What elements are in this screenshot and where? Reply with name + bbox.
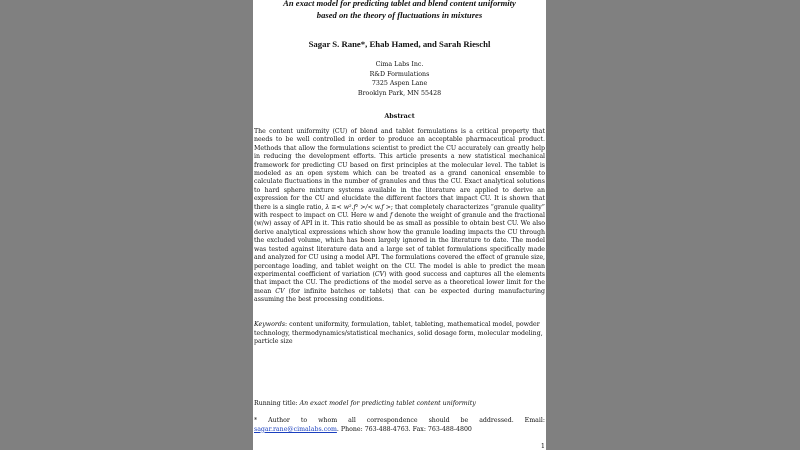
running-title-label: Running title: bbox=[254, 400, 300, 407]
abstract-heading: Abstract bbox=[384, 112, 415, 120]
symbol-cv-2: CV bbox=[275, 287, 285, 295]
affiliation-street: 7325 Aspen Lane bbox=[371, 80, 428, 88]
paper-title bbox=[253, 0, 546, 21]
symbol-w: w bbox=[368, 212, 375, 220]
title-line-2: based on the theory of fluctuations in mixtures bbox=[316, 10, 483, 20]
affiliation-company: Cima Labs Inc. bbox=[375, 61, 424, 68]
title-line-1: An exact model for predicting tablet and blend content uniformity bbox=[283, 0, 516, 8]
correspondence-text: * Author to whom all correspondence should be addressed. Email: bbox=[254, 417, 545, 424]
affiliation bbox=[253, 60, 546, 98]
abstract-text-and: and bbox=[374, 212, 390, 220]
affiliation-city: Brooklyn Park, MN 55428 bbox=[357, 89, 442, 97]
author-list: Sagar S. Rane*, Ehab Hamed, and Sarah Rieschl bbox=[308, 39, 491, 49]
document-page bbox=[253, 0, 546, 450]
correspondence-note bbox=[254, 417, 545, 434]
abstract-text-3: denote the weight of granule and the fractional (w/w) assay of API in it. This ratio should be as small as possible to obtain best CU. We also derive analytical expressions which show how the granule loading impacts the CU through the excluded volume, which has been largely ignored in the literature to date. The model was tested against literature data and a large set of tablet formulations specifically made and analyzed for CU using a model API. The formulations covered the effect of granule size, percentage loading, and tablet weight on the CU. The model is able to predict the mean experimental coefficient of variation ( bbox=[254, 212, 545, 278]
running-title bbox=[254, 399, 545, 408]
keywords bbox=[254, 321, 545, 347]
phone-fax: . Phone: 763-488-4763. Fax: 763-488-4800 bbox=[336, 425, 472, 433]
abstract-text-1: The content uniformity (CU) of blend and tablet formulations is a critical property that needs to be well controlled in order to produce an acceptable pharmaceutical product. Methods that allow the formulations scientist to predict the CU accurately can greatly help in reducing the development efforts. This article presents a new statistical mechanical framework for predicting CU based on first principles at the molecular level. The tablet is modeled as an open system which can be treated as a grand canonical ensemble to calculate fluctuations in the number of granules and thus the CU. Exact analytical solutions to hard sphere mixture systems available in the literature are applied to derive an expression for the CU and elucidate the different factors that impact CU. It is shown that there is a single ratio, bbox=[254, 128, 545, 211]
affiliation-department: R&D Formulations bbox=[369, 70, 430, 78]
keywords-label: Keywords bbox=[254, 321, 286, 328]
page-number: 1 bbox=[540, 442, 545, 450]
abstract-body bbox=[254, 128, 545, 305]
email-link[interactable]: sagar.rane@cimalabs.com bbox=[254, 425, 337, 433]
keywords-text: : content uniformity, formulation, tablet, tableting, mathematical model, powder technology, thermodynamics/statistical mechanics, solid dosage form, molecular modeling, particle size bbox=[254, 321, 543, 346]
abstract-text-5: (for infinite batches or tablets) that can be expected during manufacturing assuming the best processing conditions. bbox=[254, 287, 545, 304]
running-title-text: An exact model for predicting tablet content uniformity bbox=[299, 400, 476, 407]
abstract-text-4: ) with good success and captures all the elements that impact the CU. The predictions of the model serve as a theoretical lower limit for the mean bbox=[254, 270, 545, 295]
lambda-formula: λ ≡< w².f² >/< w.f > bbox=[325, 203, 391, 211]
symbol-cv-1: CV bbox=[374, 270, 385, 278]
symbol-f: f bbox=[390, 212, 393, 220]
abstract-text-2: ; that completely characterizes “granule quality” with respect to impact on CU. Here bbox=[254, 203, 545, 220]
